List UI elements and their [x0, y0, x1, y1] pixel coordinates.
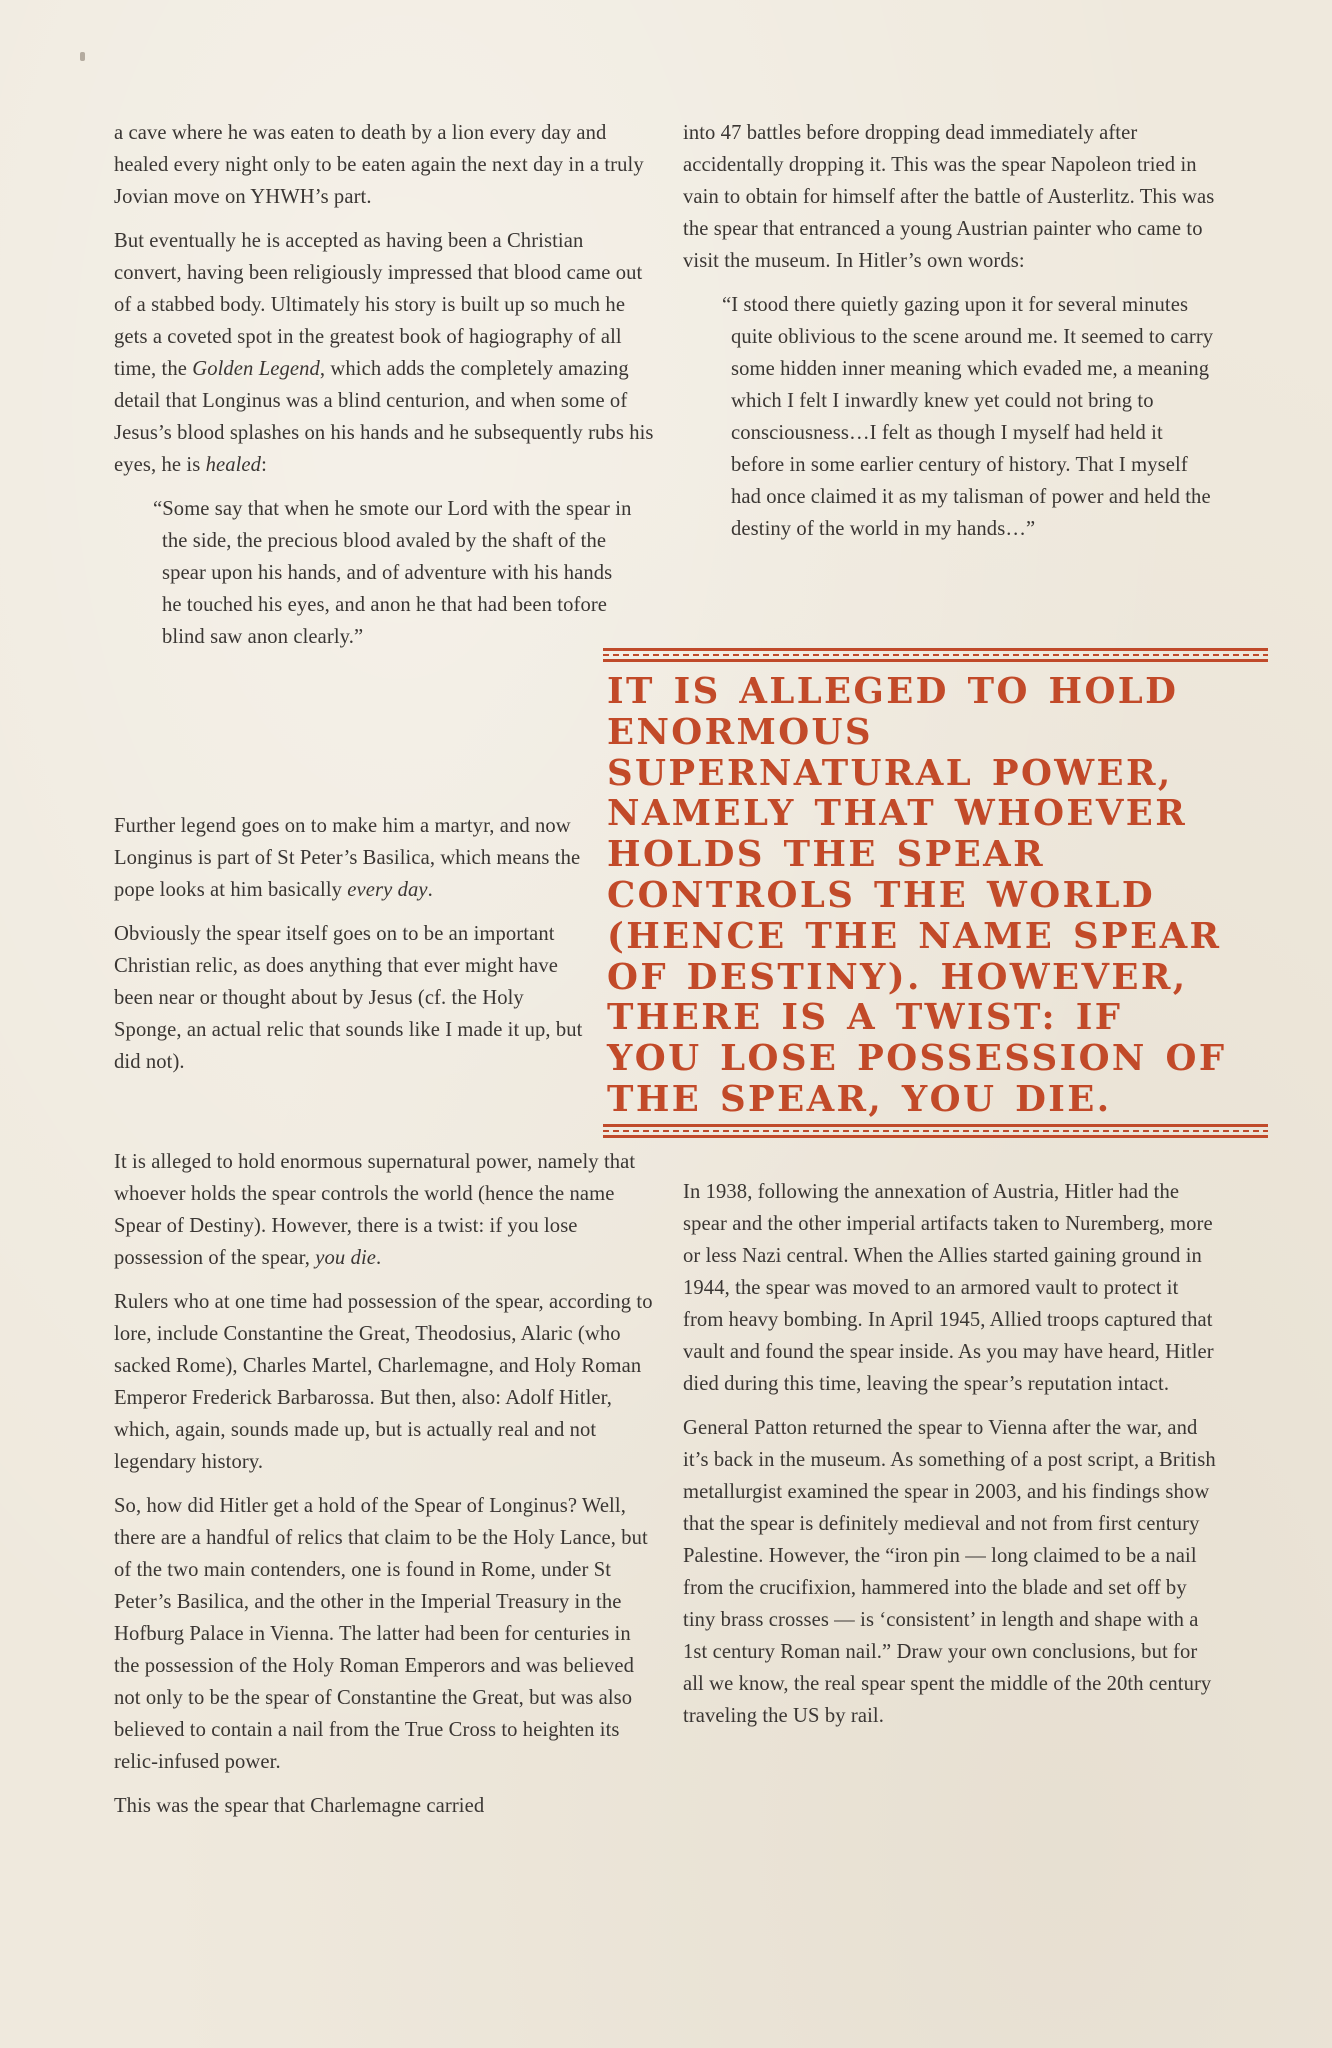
pull-quote-bottom-rule — [603, 1124, 1268, 1138]
paragraph: So, how did Hitler get a hold of the Spear of Longinus? Well, there are a handful of relics that claim to be the Holy Lance, but of the two main contenders, one is found in Rome, under St Peter’s Basilica, and the other in the Imperial Treasury in the Hofburg Palace in Vienna. The latter had been for centuries in the possession of the Holy Roman Emperors and was believed not only to be the spear of Constantine the Great, but was also believed to contain a nail from the True Cross to heighten its relic-infused power. — [114, 1495, 648, 1773]
right-column-bottom — [683, 1176, 1218, 1744]
hitler-quote: “I stood there quietly gazing upon it for several minutes quite oblivious to the scene around me. It seemed to carry some hidden inner meaning which evaded me, a meaning which I felt I inwardly knew yet could not bring to consciousness…I felt as though I myself had held it before in some earlier century of history. That I myself had once claimed it as my talisman of power and held the destiny of the world in my hands…” — [722, 294, 1214, 540]
paragraph: into 47 battles before dropping dead immediately after accidentally dropping it. This was the spear Napoleon tried in vain to obtain for himself after the battle of Austerlitz. This was the spear that entranced a young Austrian painter who came to visit the museum. In Hitler’s own words: — [683, 122, 1215, 272]
pull-quote — [603, 648, 1268, 1138]
emphasis: healed — [205, 454, 262, 476]
paragraph: This was the spear that Charlemagne carried — [114, 1795, 485, 1817]
paragraph: In 1938, following the annexation of Austria, Hitler had the spear and the other imperial artifacts taken to Nuremberg, more or less Nazi central. When the Allies started gaining ground in 1944, the spear was moved to an armored vault to protect it from heavy bombing. In April 1945, Allied troops captured that vault and found the spear inside. As you may have heard, Hitler died during this time, leaving the spear’s reputation intact. — [683, 1181, 1214, 1395]
paragraph: Obviously the spear itself goes on to be an important Christian relic, as does anything that ever might have been near or thought about by Jesus (cf. the Holy Sponge, an actual relic that sounds like I made it up, but did not). — [114, 923, 583, 1073]
book-title: Golden Legend — [192, 358, 320, 380]
emphasis: every day — [347, 879, 428, 901]
paragraph: Further legend goes on to make him a martyr, and now Longinus is part of St Peter’s Basilica, which means the pope looks at him basically every day. — [114, 815, 581, 901]
paragraph: Rulers who at one time had possession of the spear, according to lore, include Constantine the Great, Theodosius, Alaric (who sacked Rome), Charles Martel, Charlemagne, and Holy Roman Emperor Frederick Barbarossa. But then, also: Adolf Hitler, which, again, sounds made up, but is actually real and not legendary history. — [114, 1291, 653, 1473]
pull-quote-text: IT IS ALLEGED TO HOLD ENORMOUS SUPERNATURAL POWER, NAMELY THAT WHOEVER HOLDS THE SPEAR CONTROLS THE WORLD (HENCE THE NAME SPEAR OF DESTINY). HOWEVER, THERE IS A TWIST: IF YOU LOSE POSSESSION OF THE SPEAR, YOU DIE. — [607, 671, 1227, 1120]
emphasis: you die — [315, 1247, 377, 1269]
pull-quote-top-rule — [603, 648, 1268, 662]
right-column-top — [683, 117, 1218, 557]
left-column-top — [114, 117, 654, 665]
paper-speck — [80, 52, 85, 61]
left-column-bottom — [114, 1146, 654, 1834]
left-column-narrow — [114, 810, 584, 1090]
paragraph: It is alleged to hold enormous supernatural power, namely that whoever holds the spear controls the world (hence the name Spear of Destiny). However, there is a twist: if you lose possession of the spear, you die. — [114, 1151, 636, 1269]
paragraph: a cave where he was eaten to death by a lion every day and healed every night only to be eaten again the next day in a truly Jovian move on YHWH’s part. — [114, 122, 644, 208]
paragraph: But eventually he is accepted as having been a Christian convert, having been religiously impressed that blood came out of a stabbed body. Ultimately his story is built up so much he gets a coveted spot in the greatest book of hagiography of all time, the Golden Legend, which adds the completely amazing detail that Longinus was a blind centurion, and when some of Jesus’s blood splashes on his hands and he subsequently rubs his eyes, he is healed: — [114, 230, 654, 476]
paragraph: General Patton returned the spear to Vienna after the war, and it’s back in the museum. As something of a post script, a British metallurgist examined the spear in 2003, and his findings show that the spear is definitely medieval and not from first century Palestine. However, the “iron pin — long claimed to be a nail from the crucifixion, hammered into the blade and set off by tiny brass crosses — is ‘consistent’ in length and shape with a 1st century Roman nail.” Draw your own conclusions, but for all we know, the real spear spent the middle of the 20th century traveling the US by rail. — [683, 1417, 1216, 1727]
golden-legend-quote: “Some say that when he smote our Lord with the spear in the side, the precious blood avaled by the shaft of the spear upon his hands, and of adventure with his hands he touched his eyes, and anon he that had been tofore blind saw anon clearly.” — [153, 498, 632, 648]
